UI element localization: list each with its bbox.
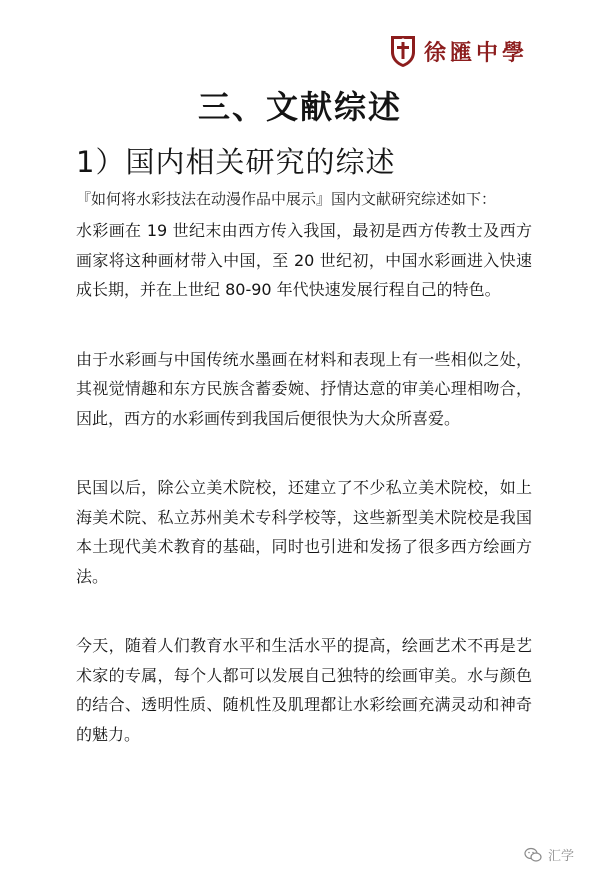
watermark [524, 845, 574, 864]
school-logo [388, 34, 528, 68]
body-text [76, 216, 532, 789]
watermark-text: 汇学 [547, 849, 574, 864]
paragraph: 水彩画在 19 世纪末由西方传入我国，最初是西方传教士及西方画家将这种画材带入中国，至 20 世纪初，中国水彩画进入快速成长期，并在上世纪 80-90 年代快速发展行程自己的特色。 [76, 221, 532, 299]
school-seal-icon [388, 34, 418, 68]
section-heading: 三、文献综述 [197, 88, 402, 126]
intro-line: 『如何将水彩技法在动漫作品中展示』国内文献研究综述如下： [76, 190, 497, 208]
school-name: 徐匯中學 [423, 39, 528, 66]
sub-heading: 1）国内相关研究的综述 [76, 145, 396, 179]
wechat-icon [524, 847, 542, 863]
paragraph: 今天，随着人们教育水平和生活水平的提高，绘画艺术不再是艺术家的专属，每个人都可以发展自己独特的绘画审美。水与颜色的结合、透明性质、随机性及肌理都让水彩绘画充满灵动和神奇的魅力。 [76, 636, 532, 744]
paragraph: 由于水彩画与中国传统水墨画在材料和表现上有一些相似之处，其视觉情趣和东方民族含蓄委婉、抒情达意的审美心理相吻合，因此，西方的水彩画传到我国后便很快为大众所喜爱。 [76, 349, 532, 428]
paragraph: 民国以后，除公立美术院校，还建立了不少私立美术院校，如上海美术院、私立苏州美术专科学校等，这些新型美术院校是我国本土现代美术教育的基础，同时也引进和发扬了很多西方绘画方法。 [76, 478, 532, 586]
